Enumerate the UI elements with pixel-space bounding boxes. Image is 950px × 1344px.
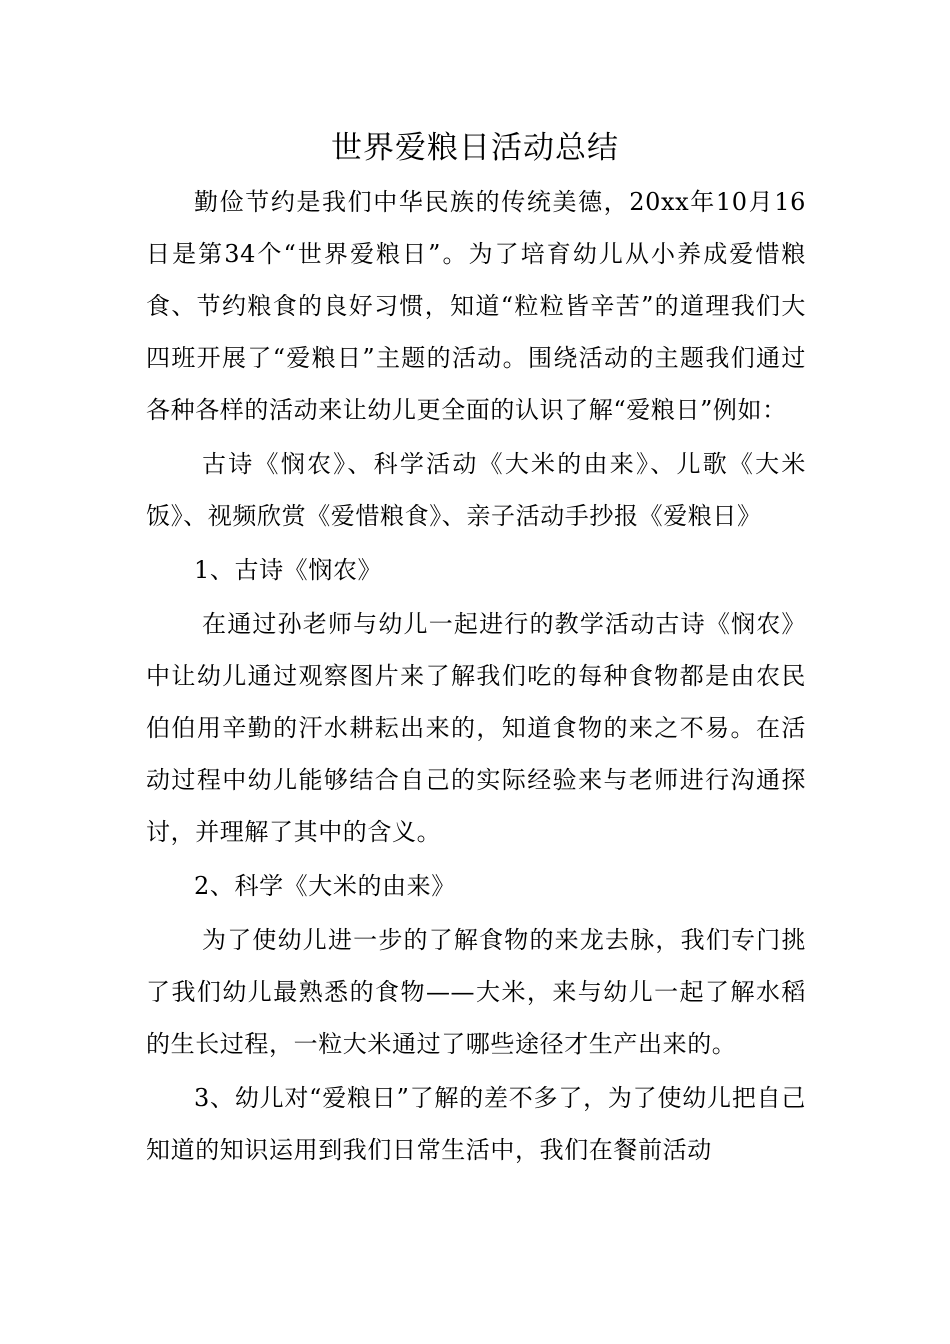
paragraph-intro: 勤俭节约是我们中华民族的传统美德，20xx年10月16日是第34个“世界爱粮日”。为了培育幼儿从小养成爱惜粮食、节约粮食的良好习惯，知道“粒粒皆辛苦”的道理我们大四班开展了“爱粮日”主题的活动。围绕活动的主题我们通过各种各样的活动来让幼儿更全面的认识了解“爱粮日”例如： [146, 188, 806, 424]
paragraph-poem: 在通过孙老师与幼儿一起进行的教学活动古诗《悯农》中让幼儿通过观察图片来了解我们吃的每种食物都是由农民伯伯用辛勤的汗水耕耘出来的，知道食物的来之不易。在活动过程中幼儿能够结合自己的实际经验来与老师进行沟通探讨，并理解了其中的含义。 [146, 610, 806, 846]
paragraph-science: 为了使幼儿进一步的了解食物的来龙去脉，我们专门挑了我们幼儿最熟悉的食物——大米，来与幼儿一起了解水稻的生长过程，一粒大米通过了哪些途径才生产出来的。 [146, 926, 806, 1058]
section-heading-science: 2、科学《大米的由来》 [194, 872, 456, 900]
document-body [146, 176, 806, 1176]
paragraph-daily-life: 3、幼儿对“爱粮日”了解的差不多了，为了使幼儿把自己知道的知识运用到我们日常生活中，我们在餐前活动 [146, 1084, 806, 1164]
section-heading-poem: 1、古诗《悯农》 [194, 556, 383, 584]
document-title: 世界爱粮日活动总结 [331, 130, 619, 166]
paragraph-activity-list: 古诗《悯农》、科学活动《大米的由来》、儿歌《大米饭》、视频欣赏《爱惜粮食》、亲子活动手抄报《爱粮日》 [146, 450, 806, 530]
